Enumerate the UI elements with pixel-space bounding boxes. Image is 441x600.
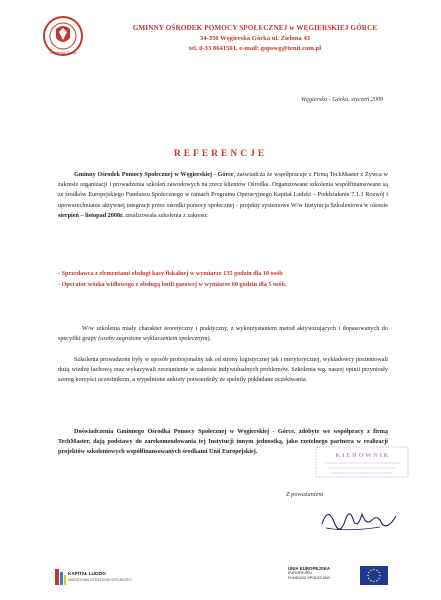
- eu-star: [379, 575, 381, 577]
- letter-title: REFERENCJE: [173, 149, 268, 159]
- eu-label-block: [288, 566, 358, 581]
- closing-salutation: Z poważaniem: [286, 491, 324, 498]
- paragraph-character: [58, 324, 388, 344]
- logo-text: Węgierska Górka: [49, 51, 77, 55]
- organization-name-inline: Gminny Ośrodek Pomocy Społecznej w Węgierskiej - Górce: [74, 171, 234, 178]
- stamp-title: K I E R O W N I K: [335, 452, 389, 459]
- target-group: (osoby zagrożone wykluczeniem społecznym).: [98, 335, 212, 343]
- eu-star: [367, 575, 369, 577]
- character-text: W/w szkolenia miały charakter teoretyczny i praktyczny, z wykorzystaniem metod aktywizujących i dopasowanych do specyfiki grupy: [58, 325, 388, 343]
- paragraph-quality: Szkolenia prowadzone były w sposób profesjonalny tak od strony logistycznej jak i merytorycznej, wykładowcy prezentowali dużą wiedzę fachową oraz wykazywali zrozumienie w zakresie indywidualnych problemów. Szkolenia wg. naszej opinii przyniosły szereg korzyści uczestnikom, a wypełnione ankiety potwierdziły że spełniły pokładane oczekiwania.: [58, 356, 388, 384]
- kapital-ludzki-sublabel: NARODOWA STRATEGIA SPÓJNOŚCI: [68, 578, 132, 582]
- letter-date: Węgierska - Górka, styczeń 2009: [301, 96, 383, 103]
- paragraph-recommendation: Doświadczenia Gminnego Ośrodka Pomocy Społecznej w Węgierskiej - Górce, zdobyte we współpracy z firmą TechMaster, dają podstawy do zarekomendowania tej Instytucji innym jednostką, jako rzetelnego partnera w realizacji projektów szkoleniowych współfinansowanych środkami Unii Europejskiej.: [58, 428, 388, 456]
- official-stamp: [314, 443, 410, 483]
- eu-flag-icon: [360, 566, 388, 585]
- handwritten-signature: [318, 500, 400, 536]
- eu-star: [378, 578, 380, 580]
- paragraph-intro: [58, 170, 388, 221]
- eu-star: [368, 572, 370, 574]
- organization-name: GMINNY OŚRODEK POMOCY SPOŁECZNEJ w WĘGIERSKIEJ GÓRCE: [132, 24, 378, 32]
- eu-star: [378, 572, 380, 574]
- intro-end: zrealizowała szkolenia z zakresu:: [123, 211, 208, 219]
- eu-fund-label-2: FUNDUSZ SPOŁECZNY: [288, 576, 331, 581]
- training-period: sierpień – listopad 2008r.: [58, 211, 124, 219]
- eu-star: [376, 580, 378, 582]
- kapital-ludzki-label: KAPITAŁ LUDZKI: [68, 571, 106, 576]
- intro-text: , zaświadcza że współpracuje z Firmą TechMaster z Żywca w zakresie organizacji i prowadzenia szkoleń zawodowych na rzecz klientów Ośrodka. Organizowane szkolenia współfinansowane są ze środków Europejskiego Funduszu Społecznego w ramach Programu Operacyjnego Kapitał Ludzki – Poddziałanie 7.1.1 Rozwój i upowszechnianie aktywnej integracji przez ośrodki pomocy społecznej - projekty systemowe W/w Instytucja Szkoleniowa w okresie: [58, 171, 389, 209]
- training-item-forklift: - Operator wózka widłowego z obsługą butli gazowej w wymiarze 60 godzin dla 5 osób.: [58, 281, 287, 288]
- eu-fund-label: EUROPEJSKI: [288, 571, 313, 576]
- eu-star: [376, 570, 378, 572]
- training-item-cashier: - Sprzedawca z elementami obsługi kasy fiskalnej w wymiarze 135 godzin dla 10 osób: [58, 270, 283, 277]
- eu-star: [368, 578, 370, 580]
- eu-star: [370, 580, 372, 582]
- eu-label: UNIA EUROPEJSKA: [288, 566, 331, 571]
- organization-contact: tel. 0-33 8641501, e-mail: gopswg@tenit.com.pl: [188, 45, 322, 52]
- eu-star: [373, 569, 375, 571]
- eu-star: [370, 570, 372, 572]
- coat-of-arms-logo: [42, 14, 84, 58]
- organization-address: 34-350 Węgierska Górka ul. Zielona 43: [199, 35, 311, 42]
- eu-star: [373, 581, 375, 583]
